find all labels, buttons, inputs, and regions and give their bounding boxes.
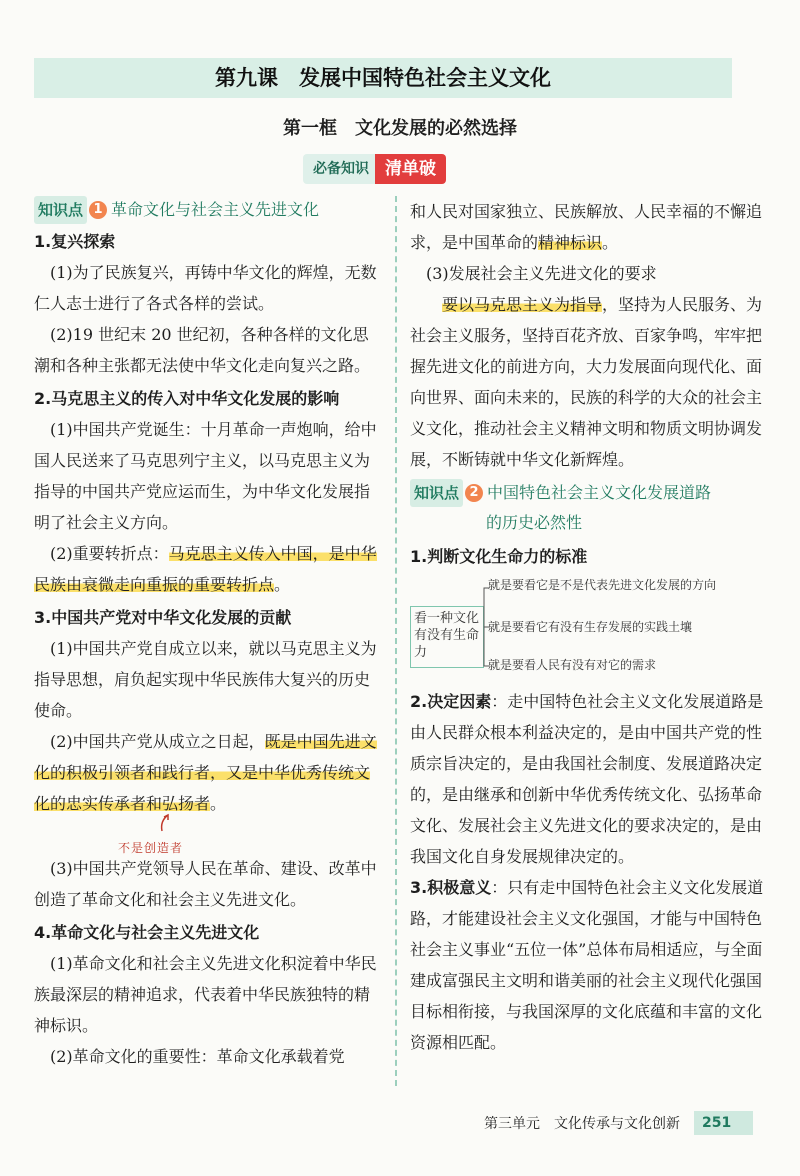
inline-heading: 3.积极意义 bbox=[410, 878, 492, 897]
badge-left: 必备知识 bbox=[303, 154, 375, 184]
knowledge-point-1-header bbox=[34, 196, 380, 224]
criteria-box: 看一种文化有没有生命力 bbox=[410, 606, 484, 668]
text-run: 。 bbox=[602, 233, 619, 252]
highlighted-text: 要以马克思主义为指导 bbox=[442, 295, 603, 314]
text-run: 。 bbox=[274, 575, 291, 594]
paragraph bbox=[410, 686, 770, 872]
footer-topic: 文化传承与文化创新 bbox=[554, 1116, 680, 1132]
paragraph bbox=[410, 872, 770, 1058]
highlighted-text: 既是中国先进文化的积极引领者和践行者，又是中华优秀传统文化的忠实传承者和弘扬者 bbox=[34, 732, 377, 813]
badge-right: 清单破 bbox=[375, 154, 446, 184]
paragraph bbox=[34, 726, 380, 819]
paragraph bbox=[34, 538, 380, 600]
kp-title: 革命文化与社会主义先进文化 bbox=[111, 200, 320, 219]
handwritten-note bbox=[34, 819, 380, 853]
kp-tag: 知识点 bbox=[34, 196, 87, 224]
paragraph: (2)革命文化的重要性：革命文化承载着党 bbox=[50, 1047, 345, 1066]
section-badge bbox=[303, 154, 446, 184]
criteria-diagram bbox=[410, 574, 770, 682]
lesson-title: 第九课 发展中国特色社会主义文化 bbox=[34, 58, 732, 98]
note-arrow-icon bbox=[154, 813, 174, 833]
kp-number: 2 bbox=[465, 484, 483, 502]
footer-unit: 第三单元 bbox=[484, 1116, 540, 1132]
text-run: ，坚持为人民服务、为社会主义服务，坚持百花齐放、百家争鸣，牢牢把握先进文化的前进方向，大力发展面向现代化、面向世界、面向未来的，民族的科学的大众的社会主义文化，推动社会主义精神文明和物质文明协调发展，不断铸就中华文化新辉煌。 bbox=[410, 295, 763, 469]
paragraph: (2)19 世纪末 20 世纪初，各种各样的文化思潮和各种主张都无法使中华文化走向复兴之路。 bbox=[34, 325, 371, 375]
column-divider bbox=[395, 196, 397, 1086]
paragraph: (3)中国共产党领导人民在革命、建设、改革中创造了革命文化和社会主义先进文化。 bbox=[34, 859, 377, 909]
paragraph: (3)发展社会主义先进文化的要求 bbox=[426, 264, 657, 283]
page-footer bbox=[450, 1110, 770, 1136]
knowledge-point-2-header bbox=[410, 479, 770, 507]
note-text: 不是创造者 bbox=[118, 841, 184, 855]
kp-number: 1 bbox=[89, 201, 107, 219]
paragraph: (1)为了民族复兴，再铸中华文化的辉煌，无数仁人志士进行了各式各样的尝试。 bbox=[34, 263, 377, 313]
criteria-item: 就是要看人民有没有对它的需求 bbox=[488, 658, 657, 672]
frame-title: 第一框 文化发展的必然选择 bbox=[283, 118, 517, 139]
text-run: (2)中国共产党从成立之日起， bbox=[50, 732, 265, 751]
kp-title-continued: 的历史必然性 bbox=[486, 513, 583, 532]
section-heading: 4.革命文化与社会主义先进文化 bbox=[34, 923, 260, 942]
criteria-item: 就是要看它有没有生存发展的实践土壤 bbox=[488, 620, 693, 634]
paragraph bbox=[410, 289, 770, 475]
text-run: 和人民对国家独立、民族解放、人民幸福的不懈追求，是中国革命的 bbox=[410, 202, 763, 252]
section-heading: 3.中国共产党对中华文化发展的贡献 bbox=[34, 608, 292, 627]
section-heading: 1.判断文化生命力的标准 bbox=[410, 547, 588, 566]
text-run: ：走中国特色社会主义文化发展道路是由人民群众根本利益决定的，是由中国共产党的性质宗旨决定的，是由我国社会制度、发展道路决定的，是由继承和创新中华优秀传统文化、弘扬革命文化、发展社会主义先进文化的要求决定的，是由我国文化自身发展规律决定的。 bbox=[410, 692, 764, 866]
inline-heading: 2.决定因素 bbox=[410, 692, 492, 711]
page-number: 251 bbox=[694, 1111, 753, 1135]
highlighted-text: 马克思主义传入中国，是中华民族由衰微走向重振的重要转折点 bbox=[34, 544, 377, 594]
kp-tag: 知识点 bbox=[410, 479, 463, 507]
criteria-item: 就是要看它是不是代表先进文化发展的方向 bbox=[488, 578, 717, 592]
text-run: 。 bbox=[210, 794, 227, 813]
section-heading: 2.马克思主义的传入对中华文化发展的影响 bbox=[34, 389, 340, 408]
left-column bbox=[34, 196, 380, 1072]
paragraph: (1)中国共产党自成立以来，就以马克思主义为指导思想，肩负起实现中华民族伟大复兴的历史使命。 bbox=[34, 639, 377, 720]
paragraph bbox=[410, 196, 770, 258]
right-column bbox=[410, 196, 770, 1058]
text-run: (2)重要转折点： bbox=[50, 544, 169, 563]
text-run: ：只有走中国特色社会主义文化发展道路，才能建设社会主义文化强国，才能与中国特色社会主义事业“五位一体”总体布局相适应，与全面建成富强民主文明和谐美丽的社会主义现代化强国目标相衔接，与我国深厚的文化底蕴和丰富的文化资源相匹配。 bbox=[410, 878, 764, 1052]
section-heading: 1.复兴探索 bbox=[34, 232, 116, 251]
highlighted-text: 精神标识 bbox=[538, 233, 603, 252]
kp-title: 中国特色社会主义文化发展道路 bbox=[487, 483, 712, 502]
paragraph: (1)中国共产党诞生：十月革命一声炮响，给中国人民送来了马克思列宁主义，以马克思主义为指导的中国共产党应运而生，为中华文化发展指明了社会主义方向。 bbox=[34, 420, 377, 532]
paragraph: (1)革命文化和社会主义先进文化积淀着中华民族最深层的精神追求，代表着中华民族独特的精神标识。 bbox=[34, 954, 377, 1035]
